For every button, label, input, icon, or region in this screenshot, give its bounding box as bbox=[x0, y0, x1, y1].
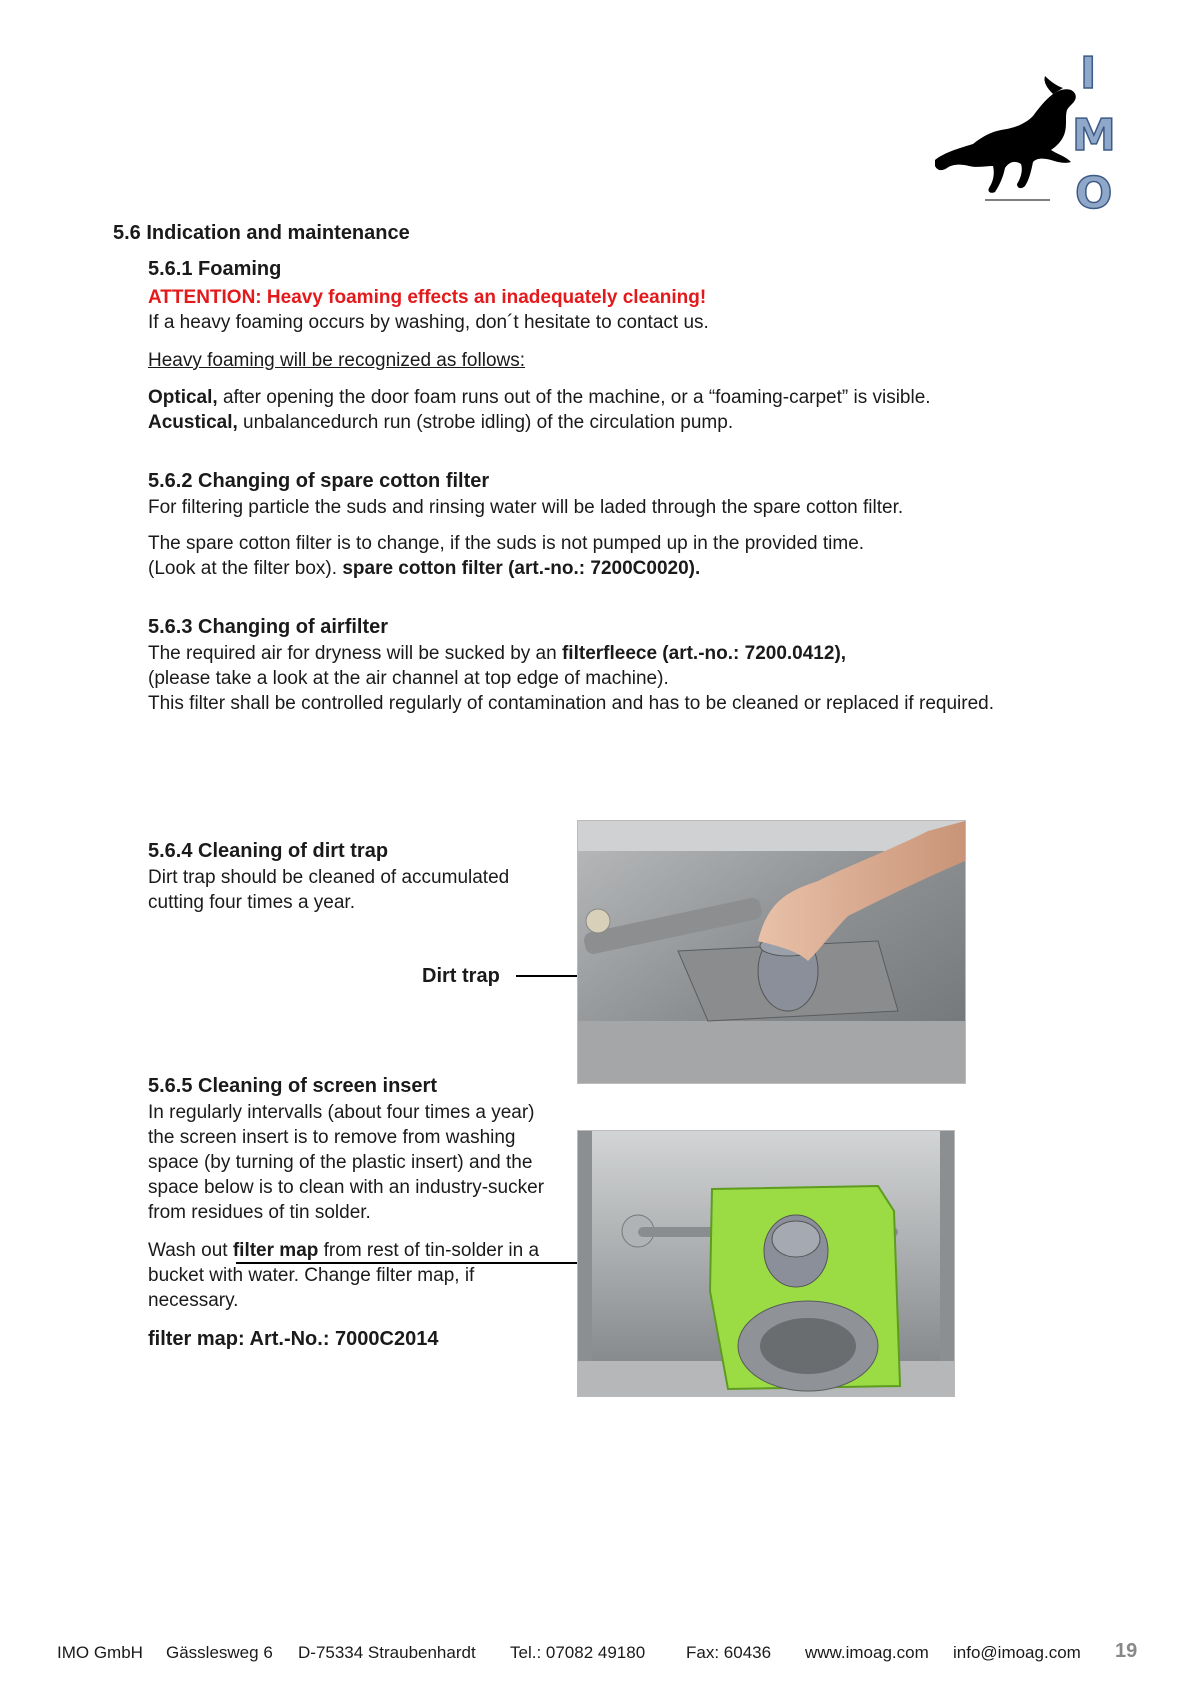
foaming-optical bbox=[148, 385, 931, 410]
filter-map-article: filter map: Art.-No.: 7000C2014 bbox=[148, 1328, 439, 1350]
screen-insert-line: from residues of tin solder. bbox=[148, 1202, 371, 1223]
wash-out-filter-map: filter map bbox=[232, 1240, 319, 1261]
wash-out-line1 bbox=[148, 1238, 539, 1263]
footer-email[interactable]: info@imoag.com bbox=[953, 1643, 1081, 1662]
screen-insert-line: space (by turning of the plastic insert) and the bbox=[148, 1152, 533, 1173]
acoustical-text: unbalancedurch run (strobe idling) of the circulation pump. bbox=[237, 412, 734, 433]
airfilter-line3: This filter shall be controlled regularly of contamination and has to be cleaned or replaced if required. bbox=[148, 693, 994, 714]
airfilter-line1-plain: The required air for dryness will be sucked by an bbox=[148, 643, 562, 664]
foaming-line1: If a heavy foaming occurs by washing, don´t hesitate to contact us. bbox=[148, 312, 709, 333]
dirt-trap-photo bbox=[577, 820, 966, 1084]
screen-insert-title: 5.6.5 Cleaning of screen insert bbox=[148, 1075, 437, 1097]
acoustical-label: Acustical, bbox=[148, 412, 238, 433]
footer-city: D-75334 Straubenhardt bbox=[298, 1643, 476, 1662]
screen-insert-line: In regularly intervalls (about four times a year) bbox=[148, 1102, 535, 1123]
footer-company: IMO GmbH bbox=[57, 1643, 143, 1662]
cotton-filter-line3 bbox=[148, 556, 700, 581]
logo-letter-i: I bbox=[1080, 48, 1097, 99]
foaming-attention: ATTENTION: Heavy foaming effects an inadequately cleaning! bbox=[148, 287, 707, 308]
dirt-trap-line1: Dirt trap should be cleaned of accumulated bbox=[148, 867, 510, 888]
cotton-filter-line1: For filtering particle the suds and rinsing water will be laded through the spare cotton filter. bbox=[148, 497, 904, 518]
footer-fax: Fax: 60436 bbox=[686, 1643, 772, 1662]
screen-insert-photo bbox=[577, 1130, 955, 1397]
screen-insert-line: the screen insert is to remove from washing bbox=[148, 1127, 516, 1148]
logo-letter-o: O bbox=[1075, 168, 1113, 219]
footer-street: Gässlesweg 6 bbox=[166, 1643, 273, 1662]
screen-insert-line: space below is to clean with an industry-sucker bbox=[148, 1177, 545, 1198]
dirt-trap-callout: Dirt trap bbox=[422, 965, 500, 987]
horse-logo-icon bbox=[925, 40, 1125, 225]
airfilter-line2: (please take a look at the air channel at top edge of machine). bbox=[148, 668, 669, 689]
optical-label: Optical, bbox=[148, 387, 218, 408]
footer-tel: Tel.: 07082 49180 bbox=[510, 1643, 646, 1662]
dirt-trap-line2: cutting four times a year. bbox=[148, 892, 355, 913]
optical-text: after opening the door foam runs out of the machine, or a “foaming-carpet” is visible. bbox=[217, 387, 931, 408]
airfilter-line1 bbox=[148, 641, 846, 666]
footer-web[interactable]: www.imoag.com bbox=[805, 1643, 929, 1662]
page-number: 19 bbox=[1115, 1640, 1138, 1662]
dirt-trap-title: 5.6.4 Cleaning of dirt trap bbox=[148, 840, 389, 862]
foaming-recognized: Heavy foaming will be recognized as follows: bbox=[148, 350, 526, 371]
wash-out-line3: necessary. bbox=[148, 1290, 239, 1311]
wash-out-line2: bucket with water. Change filter map, if bbox=[148, 1265, 475, 1286]
cotton-filter-line2: The spare cotton filter is to change, if the suds is not pumped up in the provided time. bbox=[148, 533, 865, 554]
cotton-filter-title: 5.6.2 Changing of spare cotton filter bbox=[148, 470, 490, 492]
airfilter-title: 5.6.3 Changing of airfilter bbox=[148, 616, 389, 638]
foaming-acoustical bbox=[148, 410, 733, 435]
cotton-filter-article: spare cotton filter (art.-no.: 7200C0020). bbox=[342, 558, 701, 579]
wash-out-plain1: Wash out bbox=[148, 1240, 233, 1261]
logo-letter-m: M bbox=[1072, 110, 1116, 161]
cotton-filter-line3-plain: (Look at the filter box). bbox=[148, 558, 343, 579]
section-title: 5.6 Indication and maintenance bbox=[113, 222, 410, 244]
imo-logo bbox=[925, 40, 1125, 225]
foaming-title: 5.6.1 Foaming bbox=[148, 258, 282, 280]
wash-out-plain2: from rest of tin-solder in a bbox=[318, 1240, 540, 1261]
airfilter-article: filterfleece (art.-no.: 7200.0412), bbox=[561, 643, 847, 664]
